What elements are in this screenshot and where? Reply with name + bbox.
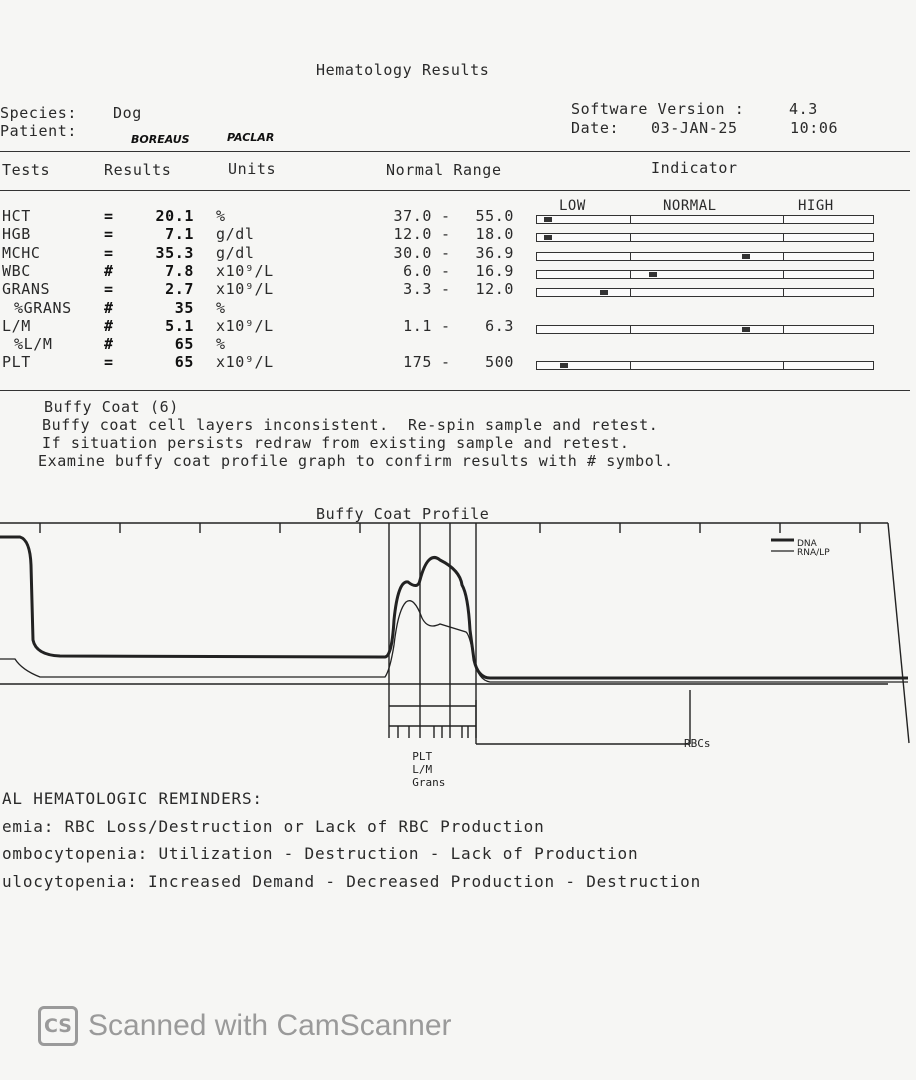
test-name: %GRANS [14, 299, 72, 317]
camscanner-watermark [38, 1006, 452, 1046]
indicator-bar [536, 325, 874, 334]
result-unit: g/dl [216, 225, 255, 243]
test-name: PLT [2, 353, 31, 371]
result-value: 35.3 [155, 244, 194, 262]
graph-title: Buffy Coat Profile [316, 505, 490, 523]
indicator-bar [536, 215, 874, 224]
watermark-text: Scanned with CamScanner [88, 1009, 452, 1042]
patient-name-last: PACLAR [227, 131, 275, 144]
result-flag: # [104, 262, 114, 280]
range-high: 36.9 [475, 244, 514, 262]
result-unit: % [216, 299, 226, 317]
indicator-marker [544, 217, 552, 222]
patient-label: Patient: [0, 122, 78, 140]
indicator-bar [536, 361, 874, 370]
buffy-coat-profile-graph [0, 520, 916, 760]
indicator-bar [536, 270, 874, 279]
indicator-marker [560, 363, 568, 368]
indicator-divider [630, 233, 631, 242]
date-value: 03-JAN-25 [651, 119, 738, 137]
range-low: 37.0 [393, 207, 432, 225]
legend-dna-label: DNA [797, 539, 817, 549]
test-name: WBC [2, 262, 31, 280]
col-header-units: Units [228, 160, 277, 178]
result-flag: = [104, 280, 114, 298]
col-header-results: Results [104, 161, 172, 179]
result-value: 35 [174, 299, 194, 317]
indicator-divider [630, 361, 631, 370]
indicator-marker [649, 272, 657, 277]
result-unit: x10⁹/L [216, 280, 274, 298]
software-label: Software Version : [571, 100, 745, 118]
indicator-divider [783, 325, 784, 334]
indicator-marker [600, 290, 608, 295]
result-value: 7.8 [165, 262, 194, 280]
reminder-line-3: ulocytopenia: Increased Demand - Decreased Production - Destruction [2, 872, 701, 891]
legend-rna-label: RNA/LP [797, 548, 830, 558]
test-name: HCT [2, 207, 31, 225]
indicator-divider [783, 215, 784, 224]
result-value: 20.1 [155, 207, 194, 225]
indicator-divider [630, 288, 631, 297]
result-flag: # [104, 299, 114, 317]
range-low: 12.0 [393, 225, 432, 243]
indicator-marker [742, 254, 750, 259]
zone-rbcs-label: RBCs [684, 737, 711, 750]
range-high: 55.0 [475, 207, 514, 225]
test-name: HGB [2, 225, 31, 243]
result-flag: = [104, 244, 114, 262]
result-value: 65 [174, 335, 194, 353]
indicator-marker [742, 327, 750, 332]
result-flag: = [104, 225, 114, 243]
note-title: Buffy Coat (6) [44, 398, 179, 416]
indicator-marker [544, 235, 552, 240]
result-unit: x10⁹/L [216, 262, 274, 280]
reminder-line-2: ombocytopenia: Utilization - Destruction - Lack of Production [2, 844, 639, 863]
col-header-indicator: Indicator [651, 159, 738, 177]
patient-name-first: BOREAUS [131, 133, 190, 146]
time-value: 10:06 [790, 119, 839, 137]
range-low: 3.3 [403, 280, 432, 298]
result-value: 5.1 [165, 317, 194, 335]
software-version: 4.3 [789, 100, 818, 118]
indicator-bar [536, 288, 874, 297]
result-unit: x10⁹/L [216, 317, 274, 335]
test-name: %L/M [14, 335, 53, 353]
col-header-tests: Tests [2, 161, 51, 179]
range-high: 6.3 [485, 317, 514, 335]
date-label: Date: [571, 119, 620, 137]
indicator-divider [630, 215, 631, 224]
result-value: 65 [174, 353, 194, 371]
result-flag: = [104, 207, 114, 225]
reminder-line-1: emia: RBC Loss/Destruction or Lack of RBC Production [2, 817, 545, 836]
indicator-bar [536, 233, 874, 242]
result-unit: % [216, 335, 226, 353]
range-dash: - [441, 244, 451, 262]
result-unit: g/dl [216, 244, 255, 262]
result-value: 2.7 [165, 280, 194, 298]
table-bottom-rule [0, 390, 910, 391]
indicator-divider [783, 270, 784, 279]
result-value: 7.1 [165, 225, 194, 243]
column-header-rule [0, 190, 910, 191]
result-unit: x10⁹/L [216, 353, 274, 371]
species-label: Species: [0, 104, 78, 122]
indicator-high-label: HIGH [798, 198, 834, 214]
indicator-normal-label: NORMAL [663, 198, 717, 214]
indicator-divider [783, 252, 784, 261]
test-name: L/M [2, 317, 31, 335]
indicator-low-label: LOW [559, 198, 586, 214]
range-high: 12.0 [475, 280, 514, 298]
test-name: MCHC [2, 244, 41, 262]
range-dash: - [441, 280, 451, 298]
range-dash: - [441, 225, 451, 243]
range-low: 30.0 [393, 244, 432, 262]
col-header-range: Normal Range [386, 161, 502, 179]
indicator-divider [783, 361, 784, 370]
zone-lm-label: L/M [412, 763, 433, 776]
reminders-heading: AL HEMATOLOGIC REMINDERS: [2, 789, 263, 808]
range-high: 16.9 [475, 262, 514, 280]
indicator-divider [630, 252, 631, 261]
note-line-3: Examine buffy coat profile graph to confirm results with # symbol. [38, 452, 674, 470]
species-value: Dog [113, 104, 142, 122]
indicator-divider [783, 233, 784, 242]
range-high: 18.0 [475, 225, 514, 243]
camscanner-logo-icon: CS [38, 1006, 78, 1046]
note-line-2: If situation persists redraw from existing sample and retest. [42, 434, 630, 452]
range-dash: - [441, 207, 451, 225]
result-flag: # [104, 317, 114, 335]
indicator-bar [536, 252, 874, 261]
result-flag: # [104, 335, 114, 353]
range-high: 500 [485, 353, 514, 371]
indicator-divider [783, 288, 784, 297]
header-rule [0, 151, 910, 152]
result-unit: % [216, 207, 226, 225]
zone-plt-label: PLT [412, 750, 433, 763]
range-low: 1.1 [403, 317, 432, 335]
range-low: 6.0 [403, 262, 432, 280]
note-line-1: Buffy coat cell layers inconsistent. Re-spin sample and retest. [42, 416, 659, 434]
indicator-divider [630, 270, 631, 279]
result-flag: = [104, 353, 114, 371]
indicator-divider [630, 325, 631, 334]
test-name: GRANS [2, 280, 51, 298]
range-dash: - [441, 262, 451, 280]
range-low: 175 [403, 353, 432, 371]
range-dash: - [441, 353, 451, 371]
zone-grans-label: Grans [412, 776, 446, 789]
range-dash: - [441, 317, 451, 335]
report-title: Hematology Results [316, 61, 490, 79]
